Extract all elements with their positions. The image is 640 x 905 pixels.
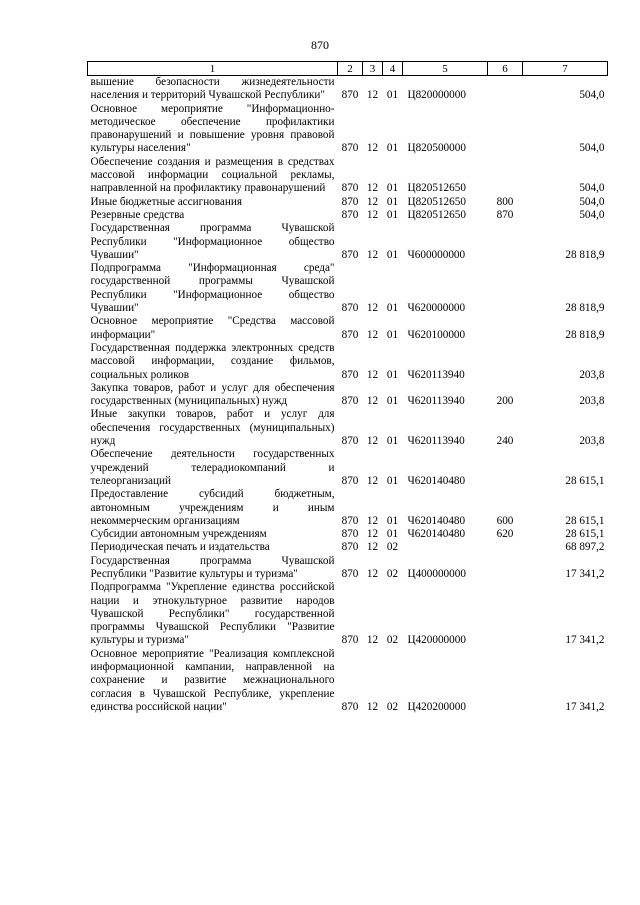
page-number: 870 bbox=[311, 38, 329, 52]
row-pr: 01 bbox=[386, 528, 399, 541]
row-vr bbox=[488, 342, 523, 382]
row-pr: 01 bbox=[386, 208, 399, 221]
table-row bbox=[88, 648, 608, 714]
table-row bbox=[88, 581, 608, 647]
row-vr bbox=[488, 555, 523, 582]
row-vr bbox=[488, 103, 523, 156]
row-pr: 02 bbox=[386, 700, 399, 713]
row-pr: 02 bbox=[386, 634, 399, 647]
row-pr: 02 bbox=[386, 567, 399, 580]
row-gr: 870 bbox=[341, 302, 359, 315]
row-rz: 12 bbox=[366, 89, 379, 102]
row-vr: 870 bbox=[496, 208, 514, 221]
header-col-2: 2 bbox=[338, 62, 363, 76]
row-csr: Ч620140480 bbox=[407, 514, 466, 527]
row-pr: 01 bbox=[386, 435, 399, 448]
row-rz: 12 bbox=[366, 567, 379, 580]
row-vr: 200 bbox=[496, 395, 514, 408]
row-pr: 01 bbox=[386, 395, 399, 408]
row-sum: 28 615,1 bbox=[565, 528, 605, 541]
row-name: Основное мероприятие "Реализация комплексной информационной кампании, направленной на сохранение и развитие межнационального согласия в Чувашской Республике, укрепление единства российской нации" bbox=[90, 647, 335, 713]
row-vr: 240 bbox=[496, 435, 514, 448]
table-row bbox=[88, 528, 608, 541]
row-sum: 504,0 bbox=[579, 195, 605, 208]
row-name: Закупка товаров, работ и услуг для обеспечения государственных (муниципальных) нужд bbox=[90, 381, 335, 408]
row-sum: 203,8 bbox=[579, 435, 605, 448]
table-header bbox=[88, 62, 608, 76]
table-row bbox=[88, 196, 608, 209]
row-rz: 12 bbox=[366, 195, 379, 208]
row-sum: 203,8 bbox=[579, 395, 605, 408]
row-vr bbox=[488, 448, 523, 488]
row-gr: 870 bbox=[341, 182, 359, 195]
row-sum: 17 341,2 bbox=[565, 634, 605, 647]
header-col-3: 3 bbox=[363, 62, 383, 76]
row-pr: 01 bbox=[386, 195, 399, 208]
row-rz: 12 bbox=[366, 395, 379, 408]
table-row bbox=[88, 382, 608, 409]
row-name: Государственная программа Чувашской Республики "Информационное общество Чувашии" bbox=[90, 222, 335, 261]
row-pr: 02 bbox=[386, 541, 399, 554]
row-rz: 12 bbox=[366, 302, 379, 315]
row-gr: 870 bbox=[341, 528, 359, 541]
row-gr: 870 bbox=[341, 395, 359, 408]
row-sum: 504,0 bbox=[579, 208, 605, 221]
row-gr: 870 bbox=[341, 328, 359, 341]
row-sum: 28 818,9 bbox=[565, 248, 605, 261]
row-gr: 870 bbox=[341, 700, 359, 713]
row-pr: 01 bbox=[386, 302, 399, 315]
row-csr: Ч620113940 bbox=[407, 395, 465, 408]
table-row bbox=[88, 342, 608, 382]
row-name: Предоставление субсидий бюджетным, автономным учреждениям и иным некоммерческим организациям bbox=[90, 488, 335, 527]
row-vr bbox=[488, 262, 523, 315]
row-rz: 12 bbox=[366, 474, 379, 487]
row-name: Обеспечение деятельности государственных учреждений телерадиокомпаний и телеорганизаций bbox=[90, 448, 335, 487]
row-rz: 12 bbox=[366, 328, 379, 341]
row-vr bbox=[488, 541, 523, 554]
row-name: Основное мероприятие "Информационно-методическое обеспечение профилактики правонарушений и повышение уровня правовой культуры населения" bbox=[90, 102, 335, 155]
header-row bbox=[88, 62, 608, 76]
row-rz: 12 bbox=[366, 368, 379, 381]
row-csr: Ц820512650 bbox=[407, 208, 466, 221]
row-vr: 620 bbox=[496, 528, 514, 541]
row-sum: 17 341,2 bbox=[565, 567, 605, 580]
row-rz: 12 bbox=[366, 142, 379, 155]
row-sum: 28 615,1 bbox=[565, 474, 605, 487]
row-csr: Ц820000000 bbox=[407, 89, 466, 102]
row-name: Иные бюджетные ассигнования bbox=[90, 195, 242, 208]
row-gr: 870 bbox=[341, 195, 359, 208]
row-name: Подпрограмма "Информационная среда" государственной программы Чувашской Республики "Информационное общество Чувашии" bbox=[90, 262, 335, 315]
row-sum: 504,0 bbox=[579, 89, 605, 102]
table-row bbox=[88, 448, 608, 488]
row-name: Периодическая печать и издательства bbox=[90, 541, 270, 554]
row-csr: Ц820500000 bbox=[407, 142, 466, 155]
row-csr: Ч620000000 bbox=[407, 302, 466, 315]
row-csr: Ч620140480 bbox=[407, 474, 466, 487]
table-row bbox=[88, 408, 608, 448]
table-row bbox=[88, 76, 608, 103]
row-sum: 17 341,2 bbox=[565, 700, 605, 713]
row-name: Обеспечение создания и размещения в средствах массовой информации социальной рекламы, направленной на профилактику правонарушений bbox=[90, 155, 335, 195]
row-vr bbox=[488, 222, 523, 262]
row-gr: 870 bbox=[341, 248, 359, 261]
row-pr: 01 bbox=[386, 474, 399, 487]
row-pr: 01 bbox=[386, 368, 399, 381]
header-col-5: 5 bbox=[403, 62, 488, 76]
row-gr: 870 bbox=[341, 435, 359, 448]
row-name: Государственная поддержка электронных средств массовой информации, создание фильмов, социальных роликов bbox=[90, 341, 335, 381]
row-vr bbox=[488, 156, 523, 196]
budget-table bbox=[87, 61, 608, 714]
row-vr: 800 bbox=[496, 195, 514, 208]
row-gr: 870 bbox=[341, 634, 359, 647]
row-csr: Ч620140480 bbox=[407, 528, 466, 541]
row-csr: Ч620100000 bbox=[407, 328, 466, 341]
row-sum: 28 615,1 bbox=[565, 514, 605, 527]
row-csr: Ц820512650 bbox=[407, 182, 466, 195]
row-gr: 870 bbox=[341, 514, 359, 527]
row-pr: 01 bbox=[386, 142, 399, 155]
table-row bbox=[88, 315, 608, 342]
row-csr: Ц400000000 bbox=[407, 567, 466, 580]
row-vr bbox=[488, 315, 523, 342]
row-csr: Ч620113940 bbox=[407, 435, 465, 448]
table-row bbox=[88, 262, 608, 315]
row-sum: 28 818,9 bbox=[565, 328, 605, 341]
row-sum: 504,0 bbox=[579, 182, 605, 195]
row-name: вышение безопасности жизнедеятельности населения и территорий Чувашской Республики" bbox=[90, 76, 335, 102]
row-pr: 01 bbox=[386, 89, 399, 102]
row-vr bbox=[488, 76, 523, 103]
row-csr: Ц420000000 bbox=[407, 634, 466, 647]
header-col-1: 1 bbox=[88, 62, 338, 76]
table-row bbox=[88, 209, 608, 222]
row-rz: 12 bbox=[366, 435, 379, 448]
row-rz: 12 bbox=[366, 541, 379, 554]
row-gr: 870 bbox=[341, 567, 359, 580]
row-csr: Ц420200000 bbox=[407, 700, 466, 713]
row-rz: 12 bbox=[366, 528, 379, 541]
row-sum: 504,0 bbox=[579, 142, 605, 155]
row-vr bbox=[488, 648, 523, 714]
row-rz: 12 bbox=[366, 700, 379, 713]
row-pr: 01 bbox=[386, 182, 399, 195]
table-row bbox=[88, 103, 608, 156]
table-row bbox=[88, 222, 608, 262]
row-gr: 870 bbox=[341, 541, 359, 554]
row-gr: 870 bbox=[341, 474, 359, 487]
row-name: Резервные средства bbox=[90, 208, 185, 221]
row-gr: 870 bbox=[341, 208, 359, 221]
row-csr: Ч600000000 bbox=[407, 248, 466, 261]
row-name: Подпрограмма "Укрепление единства российской нации и этнокультурное развитие народов Чувашской Республики" государственной программы Чувашской Республики "Развитие культуры и туризма" bbox=[90, 581, 335, 647]
row-pr: 01 bbox=[386, 514, 399, 527]
table-row bbox=[88, 555, 608, 582]
row-name: Основное мероприятие "Средства массовой информации" bbox=[90, 315, 335, 341]
row-sum: 203,8 bbox=[579, 368, 605, 381]
row-rz: 12 bbox=[366, 248, 379, 261]
table-row bbox=[88, 541, 608, 554]
table-row bbox=[88, 488, 608, 528]
row-sum: 28 818,9 bbox=[565, 302, 605, 315]
row-rz: 12 bbox=[366, 208, 379, 221]
row-rz: 12 bbox=[366, 182, 379, 195]
row-gr: 870 bbox=[341, 89, 359, 102]
row-gr: 870 bbox=[341, 368, 359, 381]
row-rz: 12 bbox=[366, 634, 379, 647]
table-body bbox=[88, 76, 608, 715]
row-name: Субсидии автономным учреждениям bbox=[90, 528, 267, 541]
table-row bbox=[88, 156, 608, 196]
header-col-4: 4 bbox=[383, 62, 403, 76]
row-csr: Ц820512650 bbox=[407, 195, 466, 208]
header-col-7: 7 bbox=[523, 62, 608, 76]
row-rz: 12 bbox=[366, 514, 379, 527]
row-name: Государственная программа Чувашской Республики "Развитие культуры и туризма" bbox=[90, 554, 335, 580]
row-vr: 600 bbox=[496, 514, 514, 527]
header-col-6: 6 bbox=[488, 62, 523, 76]
row-csr bbox=[403, 541, 488, 554]
row-vr bbox=[488, 581, 523, 647]
row-sum: 68 897,2 bbox=[565, 541, 605, 554]
row-gr: 870 bbox=[341, 142, 359, 155]
row-name: Иные закупки товаров, работ и услуг для обеспечения государственных (муниципальных) нужд bbox=[90, 408, 335, 448]
row-pr: 01 bbox=[386, 328, 399, 341]
row-pr: 01 bbox=[386, 248, 399, 261]
row-csr: Ч620113940 bbox=[407, 368, 465, 381]
